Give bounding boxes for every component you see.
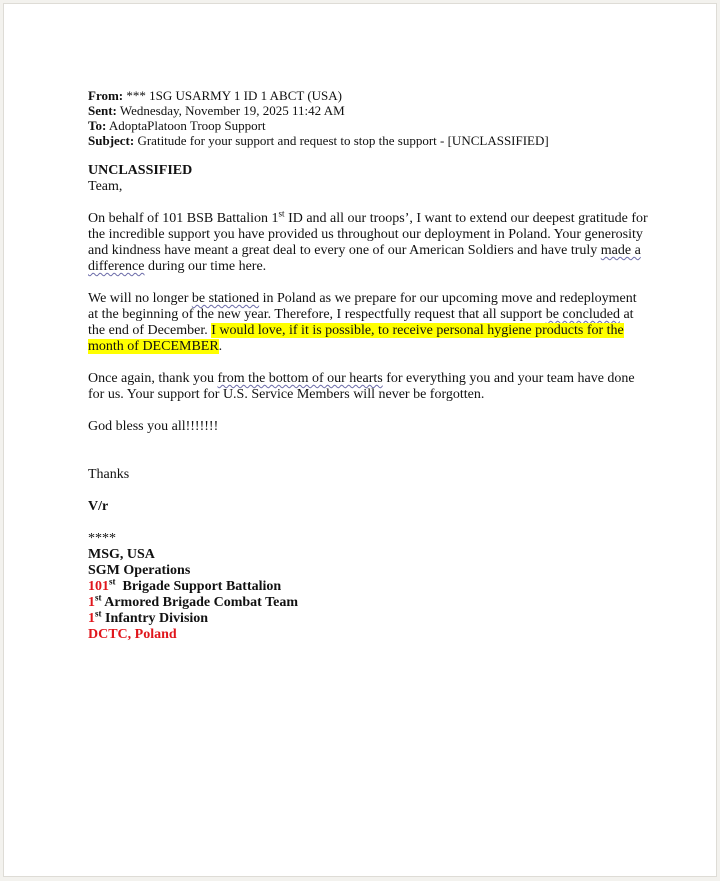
- from-value: *** 1SG USARMY 1 ID 1 ABCT (USA): [126, 88, 343, 103]
- sent-value: Wednesday, November 19, 2025 11:42 AM: [119, 103, 345, 118]
- from-label: From:: [88, 88, 124, 103]
- closing-thanks: Thanks: [88, 467, 130, 482]
- spelling-underline: from the bottom of our hearts: [217, 371, 383, 386]
- to-value: AdoptaPlatoon Troop Support: [108, 118, 266, 133]
- from-line: [88, 88, 648, 103]
- blessing: God bless you all!!!!!!!: [88, 419, 219, 434]
- email-body: [88, 163, 648, 531]
- spelling-underline: be stationed: [191, 291, 260, 306]
- paragraph-request: We will no longer be stationed in Poland as we prepare for our upcoming move and redeployment at the beginning of the new year. Therefore, I respectfully request that all support be concluded at the end of December. I would love, if it is possible, to receive personal hygiene products for the month of DECEMBER.: [88, 291, 637, 354]
- subject-line: [88, 133, 648, 148]
- signature-location: DCTC, Poland: [88, 627, 177, 642]
- classification-marking: UNCLASSIFIED: [88, 163, 193, 178]
- paragraph-gratitude: On behalf of 101 BSB Battalion 1st ID and all our troops’, I want to extend our deepest gratitude for the incredible support you have provided us throughout our deployment in Poland. Your generosity and kindness have meant a great deal to every one of our American Soldiers and have truly made a difference during our time here.: [88, 208, 648, 274]
- greeting: Team,: [88, 179, 123, 194]
- highlighted-request: I would love, if it is possible, to receive personal hygiene products for the month of DECEMBER: [88, 323, 624, 354]
- subject-value: Gratitude for your support and request to stop the support - [UNCLASSIFIED]: [137, 133, 549, 148]
- sent-line: [88, 103, 648, 118]
- subject-label: Subject:: [88, 133, 135, 148]
- sent-label: Sent:: [88, 103, 117, 118]
- document-page: [3, 3, 717, 877]
- spelling-underline: be concluded: [545, 307, 620, 322]
- closing-vr: V/r: [88, 499, 109, 514]
- signature-unit-brigade: 1st Armored Brigade Combat Team: [88, 592, 299, 610]
- signature-rank: MSG, USA: [88, 547, 155, 562]
- to-line: [88, 118, 648, 133]
- email-content: [88, 88, 648, 643]
- signature-position: SGM Operations: [88, 563, 191, 578]
- signature-name-redacted: ****: [88, 531, 116, 546]
- signature-block: [88, 531, 648, 643]
- to-label: To:: [88, 118, 107, 133]
- email-header: [88, 88, 648, 148]
- signature-unit-division: 1st Infantry Division: [88, 608, 209, 626]
- spelling-underline: made a difference: [88, 243, 641, 274]
- paragraph-thanks: Once again, thank you from the bottom of our hearts for everything you and your team have done for us. Your support for U.S. Service Members will never be forgotten.: [88, 371, 635, 402]
- signature-unit-battalion: 101st Brigade Support Battalion: [88, 576, 282, 594]
